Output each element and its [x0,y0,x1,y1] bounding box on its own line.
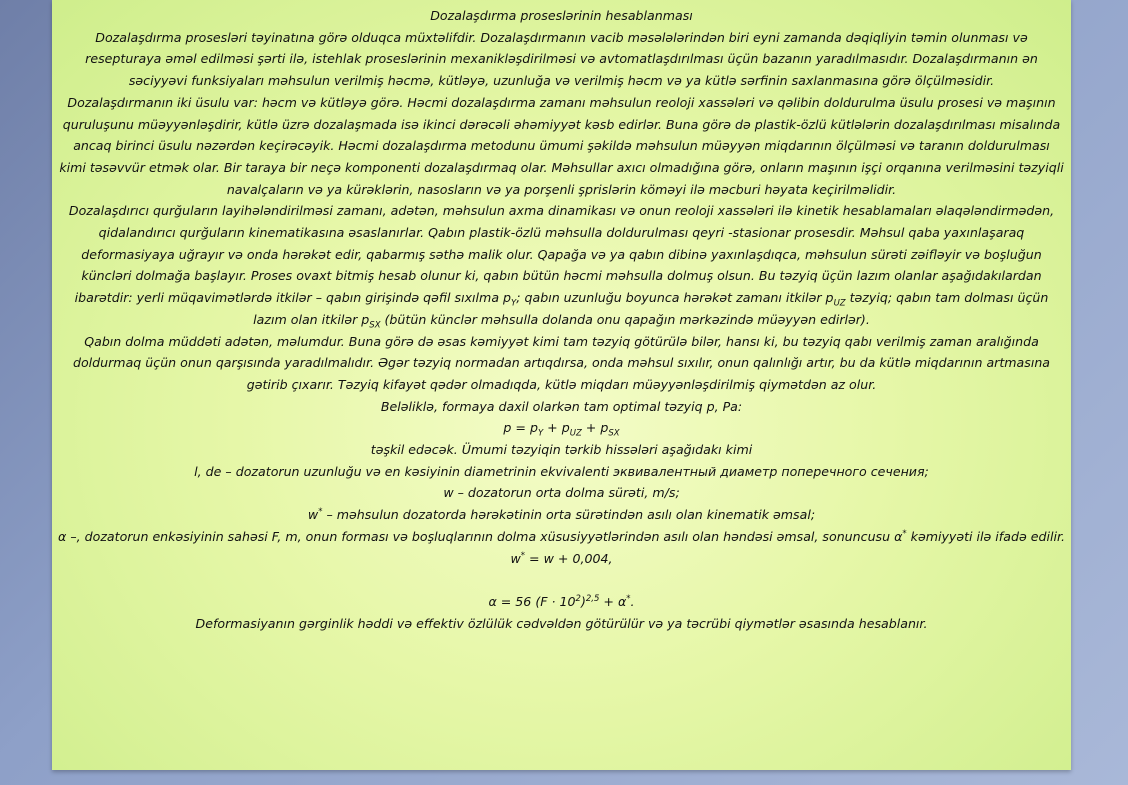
formula-alpha: α = 56 $(F \cdot 10^2)^{2,5} + \alpha^*$. [488,593,635,609]
definition-velocity: w – dozatorun orta dolma sürəti, m/s; [443,485,680,501]
paragraph-methods: Dozalaşdırmanın iki üsulu var: həcm və kütləyə görə. Həcmi dozalaşdırma zamanı məhsulun reoloji xassələri və qəlibin doldurulma üsulu prosesi və maşının quruluşunu müəyyənləşdirir, kütlə üzrə dozalaşmada isə ikinci dərəcəli əhəmiyyət kəsb edirlər. Buna görə də plastik-özlü kütlələrin dozalaşdırılması misalında ancaq birinci üsulu nəzərdən keçirəcəyik. Həcmi dozalaşdırma metodunu ümumi şəkildə məhsulun müəyyən miqdarının ölçülməsi və taranın doldurulması kimi təsəvvür etmək olar. Bir taraya bir neçə komponenti dozalaşdırmaq olar. Məhsullar axıcı olmadığına görə, onların maşının işçi orqanına verilməsini təzyiqli navalçaların və ya kürəklərin, nasosların və ya porşenli şprislərin köməyi ilə məcburi həyata keçirilməlidir. [59,94,1064,197]
blank-line [58,569,1065,591]
paragraph-fill-time: Qabın dolma müddəti adətən, məlumdur. Buna görə də əsas kəmiyyət kimi tam təzyiq götürülə bilər, hansı ki, bu təzyiq qabı verilmiş zaman aralığında doldurmaq üçün onun qarşısında yaradılmalıdır. Əgər təzyiq normadan artıqdırsa, onda məhsul sıxılır, onun qalınlığı artır, bu da kütlə miqdarının artmasına gətirib çıxarır. Təzyiq kifayət qədər olmadıqda, kütlə miqdarı müəyyənləşdirilmiş qiymətdən az olur. [72,333,1051,392]
slide-panel [52,0,1071,770]
definition-length-diameter: l, de – dozatorun uzunluğu və en kəsiyinin diametrinin ekvivalenti эквивалентный диаметр поперечного сечения; [194,463,929,479]
definition-geometric-coefficient: α –, dozatorun enkəsiyinin sahəsi F, m, onun forması və boşluqlarının dolma xüsusiyyətlərindən asılı olan həndəsi əmsal, sonuncusu α* kəmiyyəti ilə ifadə edilir. [58,528,1065,544]
paragraph-intro: Dozalaşdırma prosesləri təyinatına görə olduqca müxtəlifdir. Dozalaşdırmanın vacib məsələlərindən biri eyni zamanda dəqiqliyin təmin olunması və resepturaya əməl edilməsi şərti ilə, istehlak proseslərinin mexanikləşdirilməsi və avtomatlaşdırılması üçün bazanın yaradılmasıdır. Dozalaşdırmanın ən səciyyəvi funksiyaları məhsulun verilmiş həcmə, kütləyə, uzunluğa və verilmiş həcm və ya kütlə sərfinin saxlanmasına görə ölçülməsidir. [85,29,1038,89]
formula-w-star: w* = w + 0,004, [510,550,613,566]
paragraph-pressure-intro: Beləliklə, formaya daxil olarkən tam optimal təzyiq p, Pa: [380,398,743,414]
paragraph-design: Dozalaşdırıcı qurğuların layihələndirilməsi zamanı, adətən, məhsulun axma dinamikası və onun reoloji xassələri ilə kinetik hesablamaları əlaqələndirmədən, qidalandırıcı qurğuların kinematikasına əsaslanırlar. Qabın plastik-özlü məhsulla doldurulması qeyri -stasionar prosesdir. Məhsul qaba yaxınlaşaraq deformasiyaya uğrayır və onda hərəkət edir, qabarmış səthə malik olur. Qapağa və ya qabın dibinə yaxınlaşdıqca, məhsulun sürəti zəifləyir və boşluğun küncləri dolmağa başlayır. Proses ovaxt bitmiş hesab olunur ki, qabın bütün həcmi məhsulla dolmuş olsun. Bu təzyiq üçün lazım olanlar aşağıdakılardan ibarətdir: yerli müqavimətlərdə itkilər – qabın girişində qəfil sıxılma $p_Y$; qabın uzunluğu boyunca hərəkət zamanı itkilər $p_{UZ}$ təzyiq; qabın tam dolması üçün lazım olan itkilər $p_{SX}$ (bütün künclər məhsulla dolanda onu qapağın mərkəzində müəyyən edirlər). [68,203,1055,331]
document-body [58,5,1065,634]
formula-total-pressure: $p = p_Y + p_{UZ} + p_{SX}$ [503,420,620,439]
paragraph-conclusion: Deformasiyanın gərginlik həddi və effektiv özlülük cədvəldən götürülür və ya təcrübi qiymətlər əsasında hesablanır. [195,615,928,631]
paragraph-components: təşkil edəcək. Ümumi təzyiqin tərkib hissələri aşağıdakı kimi [370,442,753,458]
document-title: Dozalaşdırma proseslərinin hesablanması [430,8,693,23]
definition-kinematic-coefficient: w* – məhsulun dozatorda hərəkətinin orta sürətindən asılı olan kinematik əmsal; [307,506,816,523]
